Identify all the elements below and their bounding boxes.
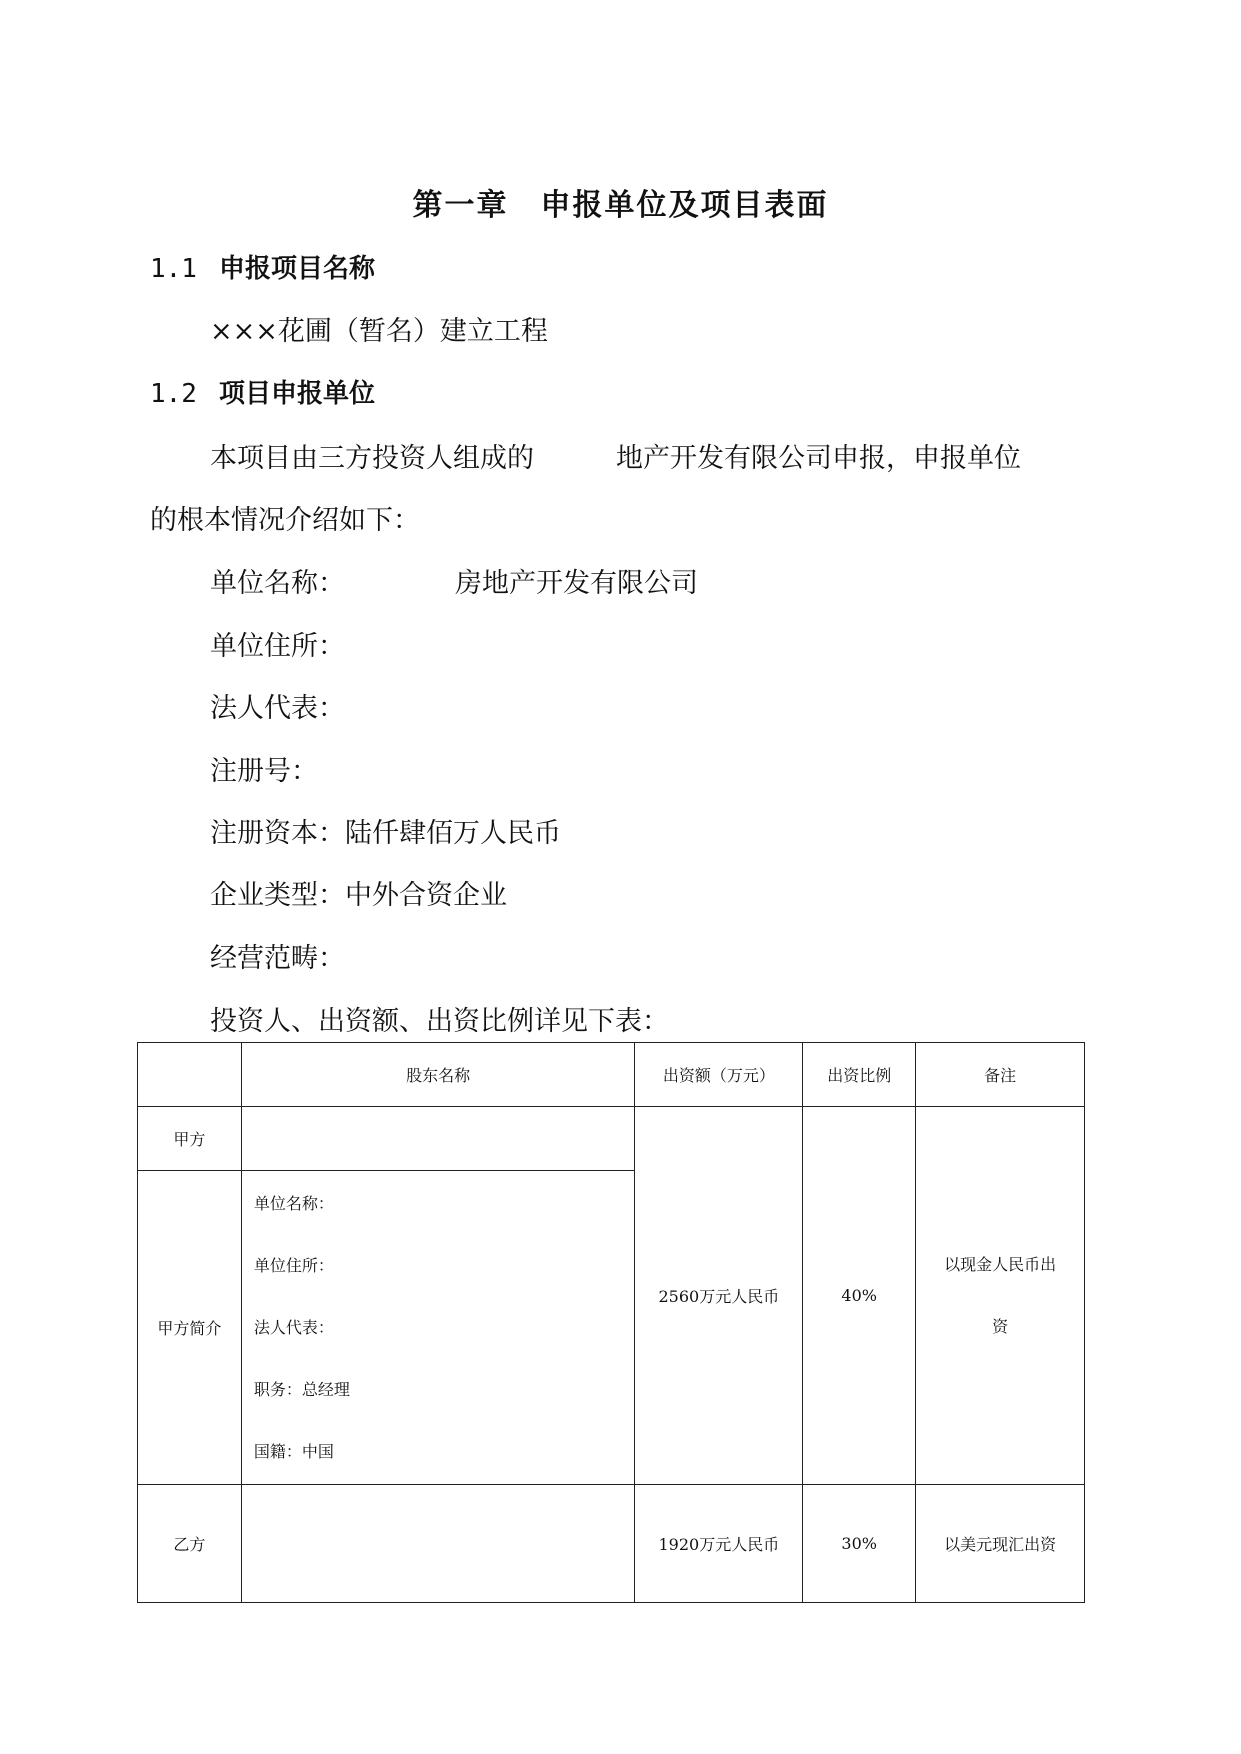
unit-name-value: 房地产开发有限公司 <box>455 568 698 599</box>
investor-table <box>137 1042 1085 1603</box>
header-shareholder-name: 股东名称 <box>241 1043 635 1107</box>
party-a-note-line-2: 资 <box>992 1316 1009 1336</box>
intro-paragraph-line-2: 的根本情况介绍如下： <box>150 505 420 536</box>
table-header-row <box>138 1043 1085 1107</box>
registered-capital: 注册资本：陆仟肆佰万人民币 <box>210 818 561 849</box>
table-intro: 投资人、出资额、出资比例详见下表： <box>210 1006 669 1037</box>
party-a-intro-cell <box>241 1171 635 1485</box>
party-a-intro-label: 甲方简介 <box>138 1171 242 1485</box>
party-a-name-cell <box>241 1107 635 1171</box>
header-remarks: 备注 <box>916 1043 1085 1107</box>
section-title: 申报项目名称 <box>218 254 375 284</box>
legal-rep-label: 法人代表： <box>210 693 345 724</box>
intro-legal-rep: 法人代表： <box>253 1317 334 1337</box>
header-cell-empty <box>138 1043 242 1107</box>
header-investment-amount: 出资额（万元） <box>635 1043 803 1107</box>
business-scope-label: 经营范畴： <box>210 943 345 974</box>
section-title: 项目申报单位 <box>218 379 375 409</box>
intro-nationality: 国籍：中国 <box>253 1441 334 1461</box>
chapter-title: 第一章 申报单位及项目表面 <box>412 188 829 223</box>
intro-position: 职务：总经理 <box>253 1379 350 1399</box>
unit-name-label: 单位名称： <box>210 568 345 599</box>
unit-address-label: 单位住所： <box>210 631 345 662</box>
party-a-note <box>916 1107 1085 1485</box>
party-b-name-cell <box>241 1485 635 1603</box>
party-b-amount: 1920万元人民币 <box>635 1485 803 1603</box>
party-a-amount: 2560万元人民币 <box>635 1107 803 1485</box>
unit-name-field <box>210 561 698 600</box>
table-row-party-b <box>138 1485 1085 1603</box>
section-heading-1-1 <box>150 248 375 285</box>
party-b-note: 以美元现汇出资 <box>916 1485 1085 1603</box>
section-number: 1.1 <box>150 254 197 284</box>
intro-part-1: 本项目由三方投资人组成的 <box>210 443 534 474</box>
enterprise-type: 企业类型：中外合资企业 <box>210 880 507 911</box>
intro-part-2: 地产开发有限公司申报，申报单位 <box>616 443 1021 474</box>
intro-unit-address: 单位住所： <box>253 1255 334 1275</box>
intro-paragraph-line-1 <box>210 436 1021 475</box>
party-b-ratio: 30% <box>803 1485 916 1603</box>
table-row-party-a <box>138 1107 1085 1171</box>
party-b-label: 乙方 <box>138 1485 242 1603</box>
party-a-note-line-1: 以现金人民币出 <box>944 1254 1057 1274</box>
reg-no-label: 注册号： <box>210 756 318 787</box>
header-investment-ratio: 出资比例 <box>803 1043 916 1107</box>
party-a-label: 甲方 <box>138 1107 242 1171</box>
party-a-ratio: 40% <box>803 1107 916 1485</box>
section-heading-1-2 <box>150 373 375 410</box>
section-number: 1.2 <box>150 379 197 409</box>
project-name: ×××花圃（暂名）建立工程 <box>210 316 548 347</box>
intro-unit-name: 单位名称： <box>253 1193 334 1213</box>
